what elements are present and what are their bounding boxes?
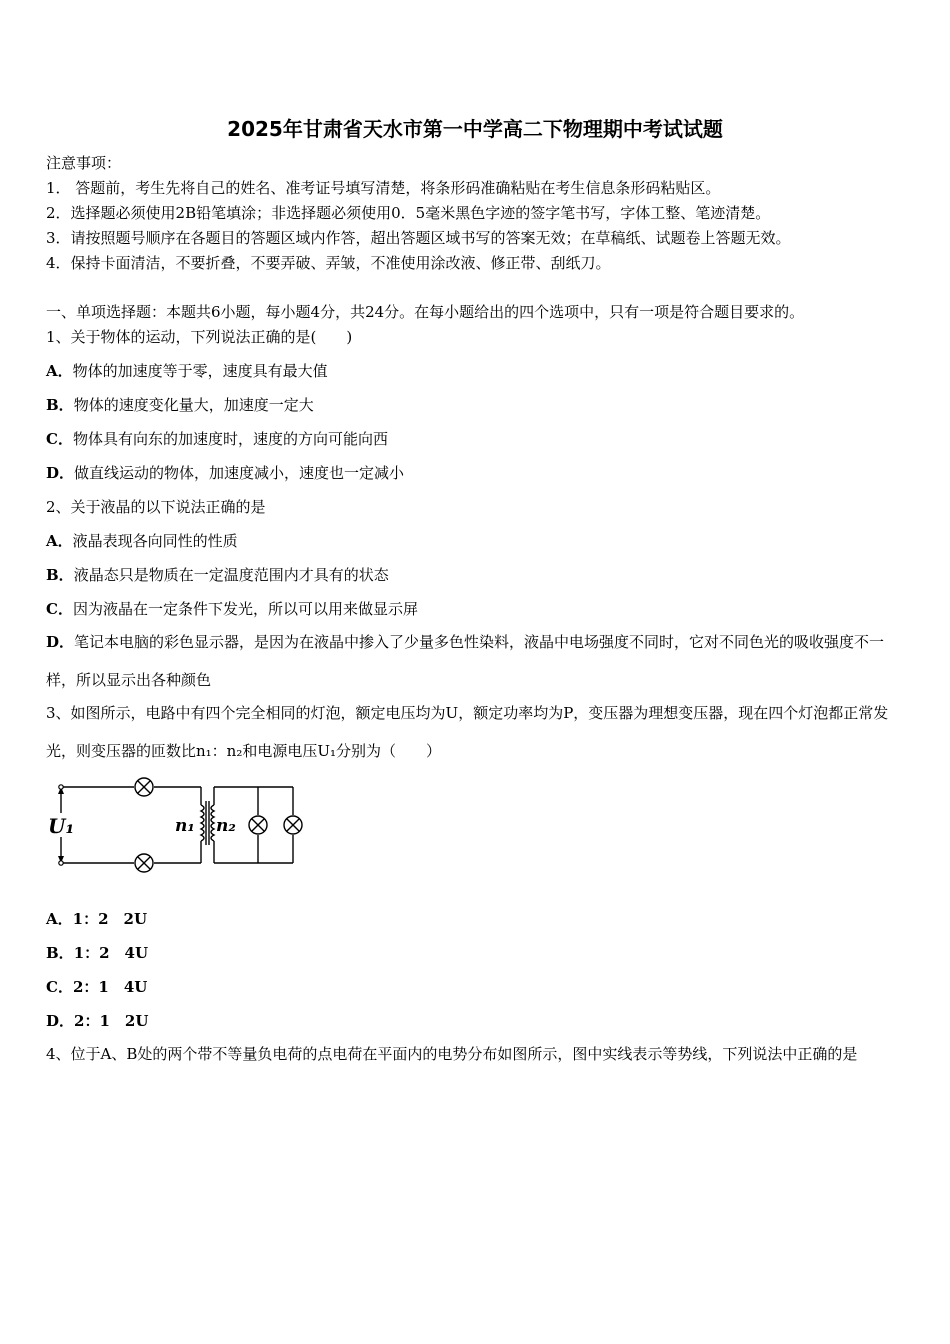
option-text: 做直线运动的物体，加速度减小，速度也一定减小 — [74, 464, 405, 482]
question-option — [46, 530, 238, 551]
question-option — [46, 462, 404, 483]
option-label: C． — [46, 600, 73, 618]
question-option — [46, 623, 906, 699]
question-stem: 4、位于A、B处的两个带不等量负电荷的点电荷在平面内的电势分布如图所示，图中实线表示等势线，下列说法中正确的是 — [46, 1045, 858, 1063]
lamp-icon — [135, 854, 153, 872]
question-option — [46, 942, 148, 963]
notice-item: 3．请按照题号顺序在各题目的答题区域内作答，超出答题区域书写的答案无效；在草稿纸、试题卷上答题无效。 — [46, 229, 791, 247]
option-label: B． — [46, 396, 74, 414]
notice-item: 1． 答题前，考生先将自己的姓名、准考证号填写清楚，将条形码准确粘贴在考生信息条形码粘贴区。 — [46, 179, 721, 197]
option-text: 液晶表现各向同性的性质 — [72, 532, 238, 550]
notice-heading: 注意事项： — [46, 154, 122, 172]
option-text: 物体的速度变化量大，加速度一定大 — [73, 396, 314, 414]
section-heading: 一、单项选择题：本题共6小题，每小题4分，共24分。在每小题给出的四个选项中，只有一项是符合题目要求的。 — [46, 303, 805, 321]
lamp-icon — [249, 816, 267, 834]
page-title: 2025年甘肃省天水市第一中学高二下物理期中考试试题 — [227, 117, 723, 141]
option-text: 1：2 4U — [73, 944, 149, 962]
option-text: 1：2 2U — [72, 910, 148, 928]
option-text: 液晶态只是物质在一定温度范围内才具有的状态 — [73, 566, 389, 584]
n1-label: n₁ — [175, 816, 195, 836]
option-label: A． — [46, 910, 73, 928]
circuit-diagram — [44, 775, 304, 875]
option-text: 物体具有向东的加速度时，速度的方向可能向西 — [72, 430, 388, 448]
option-label: D． — [46, 464, 75, 482]
option-label: D． — [46, 633, 75, 651]
question-stem: 3、如图所示，电路中有四个完全相同的灯泡，额定电压均为U，额定功率均为P，变压器为理想变压器，现在四个灯泡都正常发光，则变压器的匝数比n₁：n₂和电源电压U₁分别为（ ） — [46, 704, 889, 760]
option-text: 2：1 4U — [72, 978, 148, 996]
lamp-icon — [135, 778, 153, 796]
notice-item: 4．保持卡面清洁，不要折叠，不要弄破、弄皱，不准使用涂改液、修正带、刮纸刀。 — [46, 254, 611, 272]
question-option — [46, 598, 418, 619]
option-label: A． — [46, 532, 73, 550]
option-text: 笔记本电脑的彩色显示器，是因为在液晶中掺入了少量多色性染料，液晶中电场强度不同时，它对不同色光的吸收强度不一样，所以显示出各种颜色 — [46, 633, 885, 689]
question-option — [46, 428, 388, 449]
question-option — [46, 1010, 148, 1031]
u1-label: U₁ — [48, 814, 75, 838]
question-option — [46, 908, 147, 929]
option-label: C． — [46, 978, 73, 996]
question-stem: 1、关于物体的运动，下列说法正确的是( ) — [46, 328, 353, 346]
notice-item: 2．选择题必须使用2B铅笔填涂；非选择题必须使用0．5毫米黑色字迹的签字笔书写，字体工整、笔迹清楚。 — [46, 204, 771, 222]
question-option — [46, 564, 389, 585]
option-label: B． — [46, 566, 74, 584]
option-label: B． — [46, 944, 74, 962]
question-option — [46, 976, 147, 997]
lamp-icon — [284, 816, 302, 834]
option-label: A． — [46, 362, 73, 380]
n2-label: n₂ — [216, 816, 236, 836]
question-option — [46, 360, 328, 381]
option-label: D． — [46, 1012, 75, 1030]
option-label: C． — [46, 430, 73, 448]
option-text: 2：1 2U — [74, 1012, 149, 1030]
option-text: 因为液晶在一定条件下发光，所以可以用来做显示屏 — [72, 600, 418, 618]
question-option — [46, 394, 314, 415]
option-text: 物体的加速度等于零，速度具有最大值 — [72, 362, 328, 380]
question-stem: 2、关于液晶的以下说法正确的是 — [46, 498, 266, 516]
